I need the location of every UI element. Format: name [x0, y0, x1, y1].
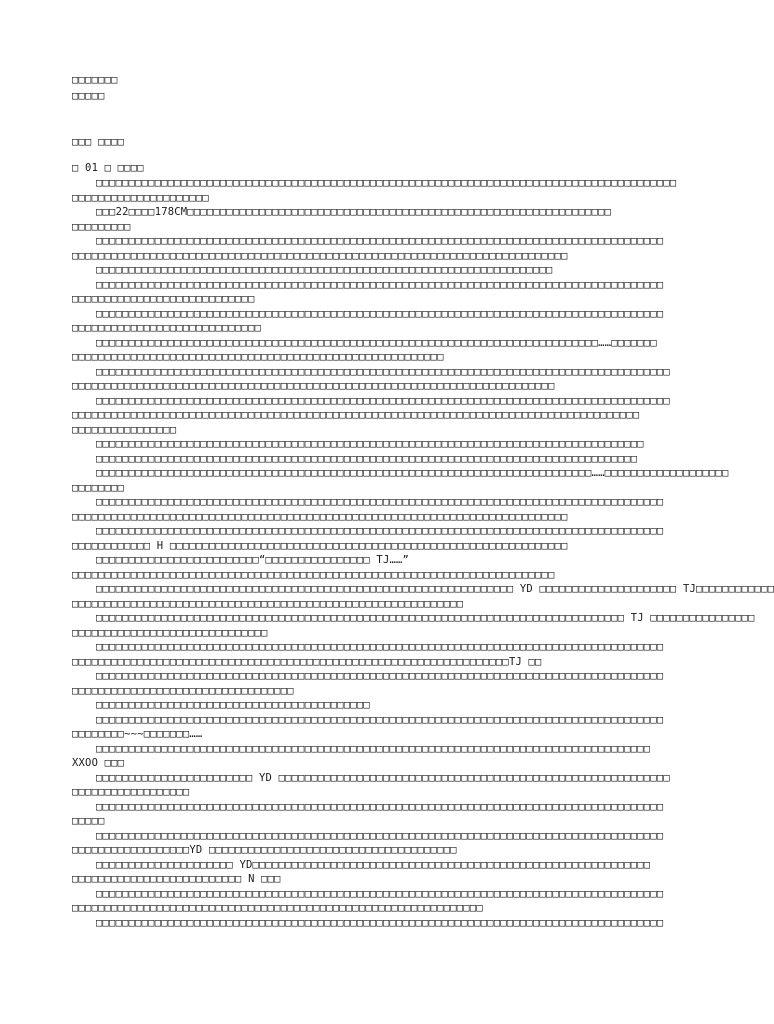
paragraph-line: □□□□□□□□□□□□□□□□□□□□□□□□□□□□□□□□□□□□□□□□□□□□□□□□□□□□□□□□□□□□□□□□□□□□□□□□□□□□□□□□□□□□□□□□□	[96, 177, 677, 189]
paragraph-line: □□□□□□□□□□□□□□□□□□□□□□□□□□□□□□□□□□□□□□□□□□□□□□□□□□□□□□□□□□□□□□□□□□□□□□□□□□□□□□□□□□□□□□□	[96, 235, 664, 247]
paragraph-line: □□□□□□□□□□□□□□□□□□□□□□□□□□□□	[72, 293, 255, 305]
paragraph-line: □□□□□□□□□□□□□□□□□□□□□□□□□□□□□□□□□□□□□□□□□□□□□□□□□□□□□□□□□□□□□□□□□□□□□□□□□□□□□□□□□□□□□□□	[72, 409, 640, 421]
paragraph	[72, 466, 729, 495]
paragraph	[72, 278, 704, 307]
paragraph	[72, 452, 704, 467]
paragraph-line: □□□□□□□□□	[72, 220, 131, 233]
paragraph-line: □□□□□□□□□□□□□□□□□□□□□□□□ YD □□□□□□□□□□□□□□□□□□□□□□□□□□□□□□□□□□□□□□□□□□□□□□□□□□□□□□□□□□□□	[96, 771, 670, 784]
paragraph-line: □□□□□□□□□□□□□□□□□□□□□□□□□□□□□□□□□□□□□□□□□□□□□□□□□□□□□□□□□□□□□□□□□□□□□□□□□□□□□□□□□□□□□□□	[96, 496, 664, 508]
paragraph	[72, 669, 704, 698]
paragraph-line: □□□□□□□□□□□□□□□□□□□□□ YD□□□□□□□□□□□□□□□□□□□□□□□□□□□□□□□□□□□□□□□□□□□□□□□□□□□□□□□□□□□□□	[96, 858, 651, 871]
paragraph	[72, 234, 704, 263]
document-title: □□□□□□□	[72, 74, 118, 86]
paragraph	[72, 829, 704, 858]
paragraph-line: □□□□□□□□□□□□□□□□□□□□□□□□□□□□□□□□□□□□□□□□□□□□□□□□□□□□□□□□□□□□□□□□□□□□□□□□□□□□□□□□□□□□□□□□	[96, 365, 670, 378]
paragraph-line: □□□□□□□□□□□□□□□□□□□□□□□□□□□□□□□□□□□□□□□□□□□□□□□□□□□□□□□□□□□□□□□□□□□□□□□□□□□□	[72, 510, 568, 523]
paragraph-line: □□□□□□□□□□□□□□□□□□□□□□□□□□□□□□□□□□□□□□□□□□□□□□□□□□□□□□□□□□□□□□□□□□□TJ □□	[72, 655, 542, 668]
document-page	[72, 72, 774, 930]
section-block	[72, 134, 704, 150]
paragraph-line: □□□□□□□□□□□□□□□□	[72, 423, 177, 436]
paragraph	[72, 495, 704, 524]
paragraph-line: □□□□□□□□□□□□□□□□□□□□□□□□□□□□□□□□□□□□□□□□□□□□□□□□□□□□□□□□□□□□□□□□□□□□□□	[96, 264, 553, 276]
paragraph-line: □□□□□□□□□□□□□□□□□□□□□□□□□□□□□□□□□□	[72, 684, 294, 697]
paragraph	[72, 176, 704, 205]
paragraph-line: □□□□□□□□□□□□□□□□□□□□□	[72, 191, 209, 204]
paragraph	[72, 365, 704, 394]
paragraph-line: □□□□□□□□□□□□□□□□□□□□□□□□□□□□□□□□□□□□□□□□□□□□□□□□□□□□□□□□□□□□□□□□□□□□□□□□□□□□□□□□□ TJ □□□□□□□□□□□□□□□□	[96, 612, 755, 624]
paragraph	[72, 887, 704, 916]
paragraph-line: □□□□□□□□	[72, 481, 125, 494]
paragraph	[72, 916, 704, 931]
paragraph	[72, 800, 704, 829]
paragraph-line: □□□□□□□□□□□□□□□□□□YD □□□□□□□□□□□□□□□□□□□□□□□□□□□□□□□□□□□□□□	[72, 844, 457, 856]
paragraph	[72, 205, 704, 234]
paragraph-line: □□□□□□□□□□□□□□□□□□□□□□□□□□□□□□□□□□□□□□□□□□□□□□□□□□□□□□□□□□□□□□□□□□□□□□□□□□□□□□□□□□□□□□□	[96, 525, 664, 537]
paragraph-line: □□□□□	[72, 815, 105, 827]
paragraph-line: □□□□□□□□□□□□□□□□□□□□□□□□□□□□□□□□□□□□□□□□□□	[96, 699, 370, 711]
paragraph	[72, 263, 704, 278]
paragraph	[72, 742, 704, 771]
paragraph-line: □□□□□□□□□□□□□□□□□□□□□□□□□□□□□□□□□□□□□□□□□□□□□□□□□□□□□□□□□□□□□□□□□□□□□□□□□□□□□□□□□□□	[96, 452, 638, 465]
paragraph	[72, 394, 704, 438]
paragraph-line: □□□□□□□□□□□□□□□□□□□□□□□□□□□□□□□□□□□□□□□□□□□□□□□□□□□□□□□□□□□□□□□□□□□□□□□□□□□□□□□□□□□□□□□	[96, 670, 664, 682]
paragraph-line: □□□□□□□□□□□□□□□□□□□□□□□□□□□□□□	[72, 626, 268, 639]
paragraph-line: □□□□□□□□□□□□□□□□□□□□□□□□□□□□□□□□□□□□□□□□□□□□□□□□□□□□□□□□□□□□□□□□□□□□□□□□□□□□□□□□□□□□□□□	[96, 641, 664, 653]
paragraph-line: □□□□□□□□□□□□□□□□□□□□□□□□□□□□□	[72, 322, 262, 334]
paragraph-line: □□□□□□□□□□□□□□□□□□□□□□□□□□□□□□□□□□□□□□□□□□□□□□□□□□□□□□□□□□□□□□□□□□□□□□□□□□□□□□□□□□□□	[96, 438, 644, 450]
paragraph	[72, 524, 704, 553]
paragraph	[72, 611, 755, 640]
document-author: □□□□□	[72, 90, 105, 102]
section-heading: □□□ □□□□	[72, 136, 125, 148]
paragraph-line: □□□□□□□□□□□□□□□□□□□□□□□□□□□□□□□□□□□□□□□□□□□□□□□□□□□□□□□□□□□□□□□□□□□□□□□□□□□□□□□□□□□□□□□	[96, 829, 664, 842]
paragraph-line: □□□□□□□□□□□□□□□□□□□□□□□□□□□□□□□□□□□□□□□□□□□□□□□□□□□□□□□□□□□□□□□□ YD □□□□□□□□□□□□□□□□□□□□□ TJ□□□□□□□□□□□□	[96, 583, 774, 595]
paragraph-line: □□□□□□□□□□□□□□□□□□□□□□□□□□□□□□□□□□□□□□□□□□□□□□□□□□□□□□□□□□□□□□□□□□□□□□□□□□□□□□□□□□□□□□□	[96, 800, 664, 813]
paragraph-line: □□□□□□□□□□□□□□□□□□□□□□□□□□□□□□□□□□□□□□□□□□□□□□□□□□□□□□□□□□□□□□□□□□□□□□□□□□□□□……□□□□□□□	[96, 336, 657, 349]
paragraph-line: □□□□□□□□□□□□□□□□□□□□□□□□□“□□□□□□□□□□□□□□□□ TJ……”	[96, 554, 410, 566]
paragraph	[72, 858, 704, 887]
paragraph-line: □□□22□□□□178CM□□□□□□□□□□□□□□□□□□□□□□□□□□□□□□□□□□□□□□□□□□□□□□□□□□□□□□□□□□□□□□□□□	[96, 206, 612, 218]
paragraph-line: XXOO □□□	[72, 757, 125, 769]
paragraph	[72, 336, 704, 365]
chapter-block	[72, 160, 704, 176]
paragraph	[72, 582, 774, 611]
paragraph-line: □□□□□□□□~~~□□□□□□□……	[72, 728, 203, 740]
paragraph-line: □□□□□□□□□□□□□□□□□□□□□□□□□□□□□□□□□□□□□□□□□□□□□□□□□□□□□□□□□□□□□□□□□□□□□□□□□□□□□□□□□□□□□□□□	[96, 394, 670, 407]
paragraph	[72, 553, 704, 582]
paragraph-line: □□□□□□□□□□□□□□□□□□□□□□□□□□ N □□□	[72, 873, 281, 885]
paragraph-line: □□□□□□□□□□□□□□□□□□□□□□□□□□□□□□□□□□□□□□□□□□□□□□□□□□□□□□□□□□□□□□□□□□□□□□□□□□□□	[72, 249, 568, 262]
paragraph-line: □□□□□□□□□□□□ H □□□□□□□□□□□□□□□□□□□□□□□□□□□□□□□□□□□□□□□□□□□□□□□□□□□□□□□□□□□□□	[72, 539, 568, 552]
paragraph	[72, 640, 704, 669]
paragraph	[72, 713, 704, 742]
body-text	[72, 176, 774, 930]
paragraph-line: □□□□□□□□□□□□□□□□□□□□□□□□□□□□□□□□□□□□□□□□□□□□□□□□□□□□□□□□□□□□□□□□□□□□□□□□□□□□□□□□□□□□□□□	[96, 887, 664, 900]
paragraph-line: □□□□□□□□□□□□□□□□□□	[72, 786, 190, 798]
paragraph-line: □□□□□□□□□□□□□□□□□□□□□□□□□□□□□□□□□□□□□□□□□□□□□□□□□□□□□□□□□□□□□□□□□□□□□□□□□□	[72, 380, 555, 392]
paragraph-line: □□□□□□□□□□□□□□□□□□□□□□□□□□□□□□□□□□□□□□□□□□□□□□□□□□□□□□□□□□□□□□□□□□□□□□□□□□□□□□□□□□□□□□□	[96, 307, 664, 320]
paragraph-line: □□□□□□□□□□□□□□□□□□□□□□□□□□□□□□□□□□□□□□□□□□□□□□□□□□□□□□□□□□□□□□□□□□□□□□□□□□□□□□□□□□□□□□□	[96, 713, 664, 726]
paragraph	[72, 437, 704, 452]
document-header	[72, 72, 704, 104]
paragraph-line: □□□□□□□□□□□□□□□□□□□□□□□□□□□□□□□□□□□□□□□□□□□□□□□□□□□□□□□□□□□□□□□□□□□□□□□□□□	[72, 568, 555, 581]
chapter-heading: □ 01 □ □□□□	[72, 162, 144, 174]
paragraph	[72, 698, 704, 713]
paragraph-line: □□□□□□□□□□□□□□□□□□□□□□□□□□□□□□□□□□□□□□□□□□□□□□□□□□□□□□□□□□□□□□□	[72, 902, 483, 914]
paragraph-line: □□□□□□□□□□□□□□□□□□□□□□□□□□□□□□□□□□□□□□□□□□□□□□□□□□□□□□□□□	[72, 351, 444, 363]
paragraph-line: □□□□□□□□□□□□□□□□□□□□□□□□□□□□□□□□□□□□□□□□□□□□□□□□□□□□□□□□□□□□□□□□□□□□□□□□□□□□□□□□□□□□□□□	[96, 278, 664, 291]
paragraph	[72, 307, 704, 336]
paragraph-line: □□□□□□□□□□□□□□□□□□□□□□□□□□□□□□□□□□□□□□□□□□□□□□□□□□□□□□□□□□□□□□□□□□□□□□□□□□□□□□□□□□□□□□□	[96, 916, 664, 929]
paragraph	[72, 771, 704, 800]
paragraph-line: □□□□□□□□□□□□□□□□□□□□□□□□□□□□□□□□□□□□□□□□□□□□□□□□□□□□□□□□□□□□□□□□□□□□□□□□□□□□……□□□□□□□□□□□□□□□□□□□	[96, 467, 729, 479]
paragraph-line: □□□□□□□□□□□□□□□□□□□□□□□□□□□□□□□□□□□□□□□□□□□□□□□□□□□□□□□□□□□□□□□□□□□□□□□□□□□□□□□□□□□□□	[96, 742, 651, 755]
paragraph-line: □□□□□□□□□□□□□□□□□□□□□□□□□□□□□□□□□□□□□□□□□□□□□□□□□□□□□□□□□□□□	[72, 597, 464, 610]
